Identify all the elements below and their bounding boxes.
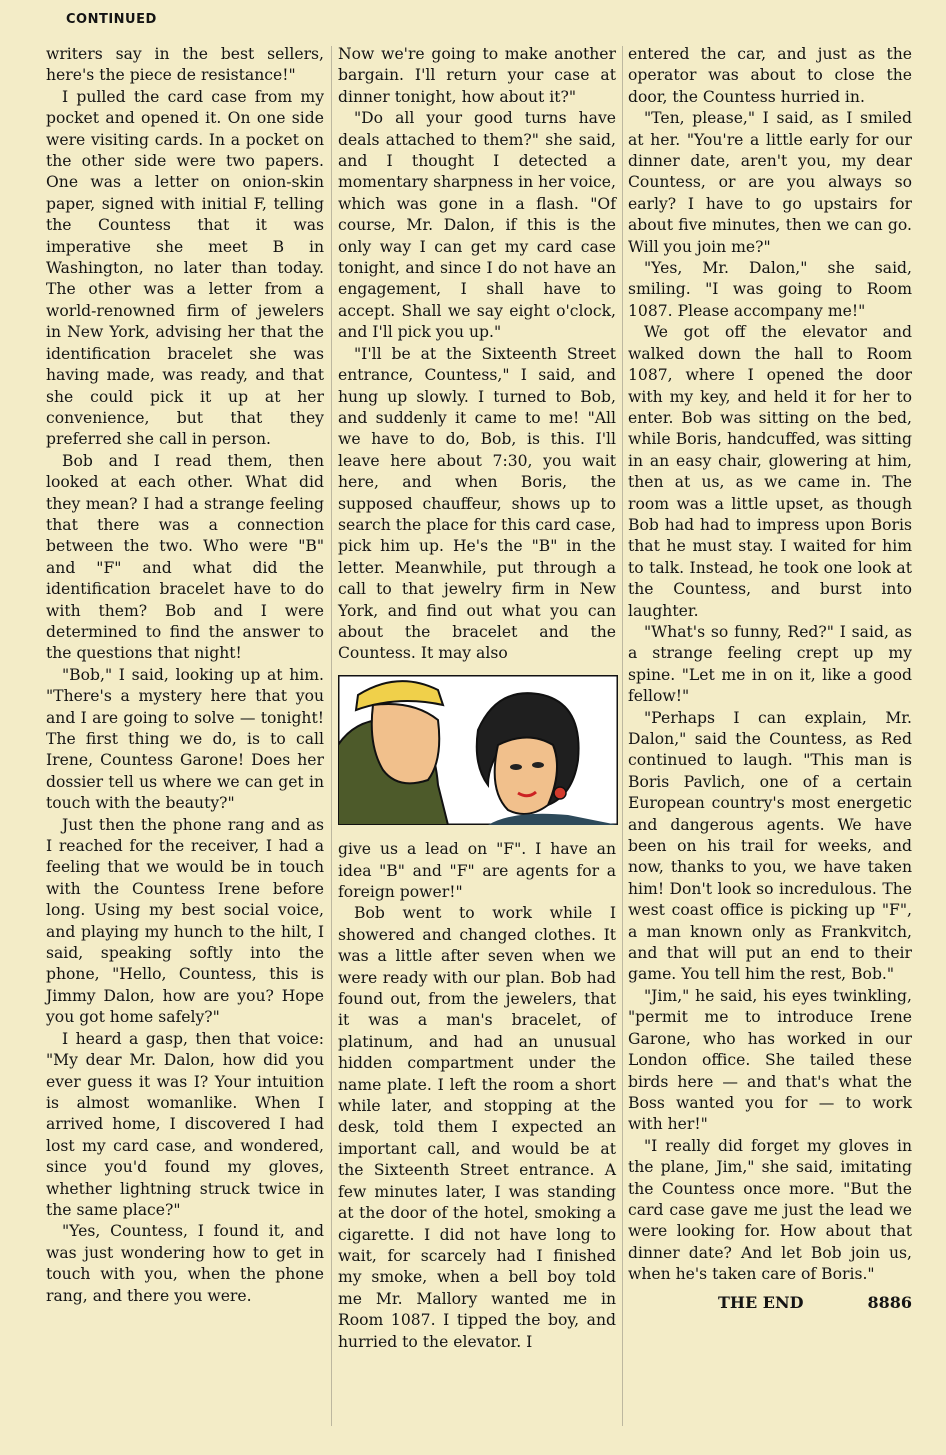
text-column-2-bottom — [338, 839, 616, 1353]
text-column-2-top — [338, 44, 616, 665]
paragraph: give us a lead on "F". I have an idea "B" and "F" are agents for a foreign power!" — [338, 840, 616, 901]
paragraph: I heard a gasp, then that voice: "My dear Mr. Dalon, how did you ever guess it was I? Your intuition is almost womanlike. When I arrived home, I discovered I had lost my card case, and wondered, since you'd found my gloves, whether lightning struck twice in the same place?" — [46, 1029, 324, 1219]
paragraph: "Perhaps I can explain, Mr. Dalon," said the Countess, as Red continued to laugh. "This man is Boris Pavlich, one of a certain European country's most energetic and dangerous agents. We have been on his trail for weeks, and now, thanks to you, we have taken him! Don't look so incredulous. The west coast office is picking up "F", a man known only as Frankvitch, and that will put an end to their game. You tell him the rest, Bob." — [628, 708, 912, 984]
paragraph: "Yes, Countess, I found it, and was just wondering how to get in touch with you, when the phone rang, and there you were. — [46, 1222, 324, 1305]
paragraph: Bob went to work while I showered and changed clothes. It was a little after seven when we were ready with our plan. Bob had found out, from the jewelers, that it was a man's bracelet, of platinum, and had an unusual hidden compartment under the name plate. I left the room a short while later, and stopping at the desk, told them I expected an important call, and would be at the Sixteenth Street entrance. A few minutes later, I was standing at the door of the hotel, smoking a cigarette. I did not have long to wait, for scarcely had I finished my smoke, when a bell boy told me Mr. Mallory wanted me in Room 1087. I tipped the boy, and hurried to the elevator. I — [338, 904, 616, 1351]
column-divider-left — [331, 46, 332, 1426]
paragraph: "Jim," he said, his eyes twinkling, "permit me to introduce Irene Garone, who has worked in our London office. She tailed these birds here — and that's what the Boss wanted you for — to work with her!" — [628, 986, 912, 1134]
story-footer — [628, 1286, 912, 1313]
paragraph: "Yes, Mr. Dalon," she said, smiling. "I was going to Room 1087. Please accompany me!" — [628, 259, 912, 320]
paragraph: We got off the elevator and walked down the hall to Room 1087, where I opened the door with my key, and held it for her to enter. Bob was sitting on the bed, while Boris, handcuffed, was sitting in an easy chair, glowering at him, then at us, as we came in. The room was a little upset, as though Bob had had to impress upon Boris that he must stay. I waited for him to talk. Instead, he took one look at the Countess, and burst into laughter. — [628, 323, 912, 620]
woman-earring — [554, 787, 566, 799]
woman-eye-left — [510, 764, 522, 770]
paragraph: "I really did forget my gloves in the plane, Jim," she said, imitating the Countess once more. "But the card case gave me just the lead we were looking for. How about that dinner date? And let Bob join us, when he's taken care of Boris." — [628, 1136, 912, 1284]
paragraph: "What's so funny, Red?" I said, as a strange feeling crept up my spine. "Let me in on it, like a good fellow!" — [628, 622, 912, 706]
paragraph: "Ten, please," I said, as I smiled at her. "You're a little early for our dinner date, aren't you, my dear Countess, or are you always so early? I have to go upstairs for about five minutes, then we can go. Will you join me?" — [628, 109, 912, 256]
woman-eye-right — [532, 762, 544, 768]
text-column-1 — [46, 44, 324, 1307]
paragraph: Now we're going to make another bargain. I'll return your case at dinner tonight, how about it?" — [338, 45, 616, 106]
paragraph: "Bob," I said, looking up at him. "There's a mystery here that you and I are going to solve — tonight! The first thing we do, is to call Irene, Countess Garone! Does her dossier tell us where we can get in touch with the beauty?" — [46, 665, 324, 813]
woman-face — [495, 737, 557, 814]
paragraph: entered the car, and just as the operator was about to close the door, the Countess hurried in. — [628, 45, 912, 106]
paragraph: Bob and I read them, then looked at each other. What did they mean? I had a strange feeling that there was a connection between the two. Who were "B" and "F" and what did the identification bracelet have to do with them? Bob and I were determined to find the answer to the questions that night! — [46, 451, 324, 663]
text-column-3-body — [628, 44, 912, 1286]
the-end-label: THE END — [718, 1292, 804, 1312]
paragraph: "I'll be at the Sixteenth Street entrance, Countess," I said, and hung up slowly. I turned to Bob, and suddenly it came to me! "All we have to do, Bob, is this. I'll leave here about 7:30, you wait here, and when Boris, the supposed chauffeur, shows up to search the place for this card case, pick him up. He's the "B" in the letter. Meanwhile, put through a call to that jewelry firm in New York, and find out what you can about the bracelet and the Countess. It may also — [338, 344, 616, 663]
column-divider-right — [622, 46, 623, 1426]
text-column-2 — [338, 44, 616, 1353]
text-column-3 — [628, 44, 912, 1313]
story-illustration — [338, 675, 618, 825]
page-code: 8886 — [867, 1292, 912, 1312]
paragraph: "Do all your good turns have deals attached to them?" she said, and I thought I detected a momentary sharpness in her voice, which was gone in a flash. "Of course, Mr. Dalon, if this is the only way I can get my card case tonight, and since I do not have an engagement, I shall have to accept. Shall we say eight o'clock, and I'll pick you up." — [338, 109, 616, 342]
continued-header: CONTINUED — [66, 12, 157, 27]
paragraph: I pulled the card case from my pocket and opened it. On one side were visiting cards. In a pocket on the other side were two papers. One was a letter on onion-skin paper, signed with initial F, telling the Countess that it was imperative she meet B in Washington, no later than today. The other was a letter from a world-renowned firm of jewelers in New York, advising her that the identification bracelet she was having made, was ready, and that she could pick it up at her convenience, but that they preferred she call in person. — [46, 87, 324, 449]
paragraph: writers say in the best sellers, here's the piece de resistance!" — [46, 45, 324, 85]
paragraph: Just then the phone rang and as I reached for the receiver, I had a feeling that we would be in touch with the Countess Irene before long. Using my best social voice, and playing my hunch to the hilt, I said, speaking softly into the phone, "Hello, Countess, this is Jimmy Dalon, how are you? Hope you got home safely?" — [46, 815, 324, 1027]
